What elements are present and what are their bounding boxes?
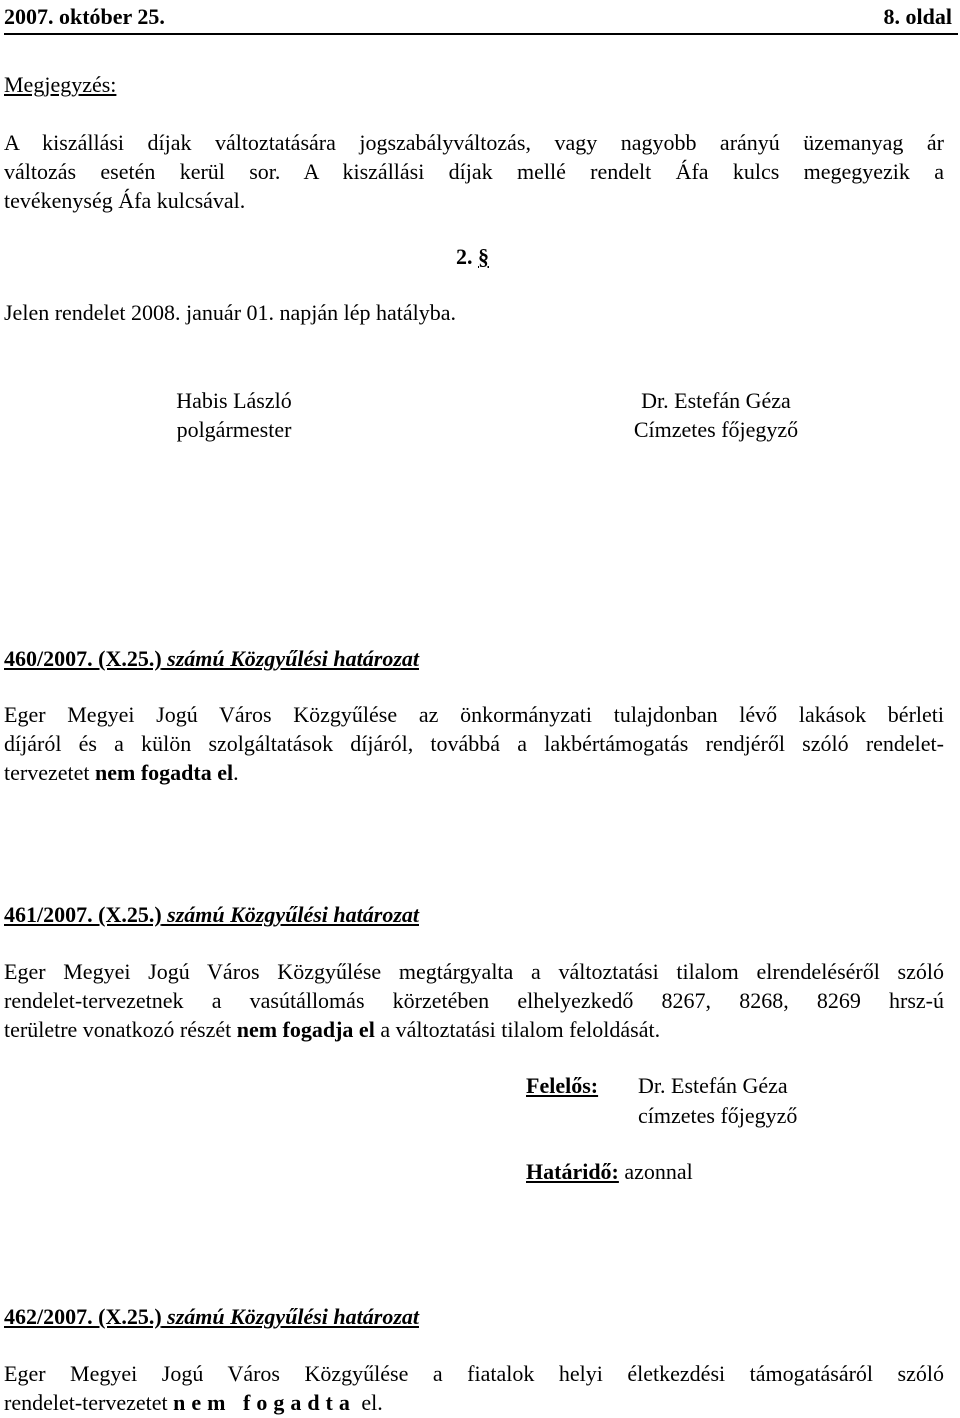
- resolution-460-decision: nem fogadta el: [95, 760, 234, 785]
- deadline-value: azonnal: [618, 1159, 693, 1184]
- signature-left-name: Habis László: [176, 388, 292, 413]
- signature-left-title: polgármester: [176, 417, 292, 442]
- note-title: Megjegyzés:: [4, 72, 117, 97]
- header-rule: [4, 33, 958, 35]
- resolution-461-line-1: Eger Megyei Jogú Város Közgyűlése megtárgyalta a változtatási tilalom elrendeléséről szóló: [4, 959, 944, 984]
- resolution-460-title: [4, 646, 419, 672]
- resolution-460-line-3-post: .: [233, 760, 239, 785]
- resolution-462-number: 462/2007. (X.25.): [4, 1304, 162, 1329]
- note-line-3: tevékenység Áfa kulcsával.: [4, 188, 246, 213]
- resolution-462-body: [4, 1359, 944, 1417]
- resolution-460-line-1: Eger Megyei Jogú Város Közgyűlése az önkormányzati tulajdonban lévő lakások bérleti: [4, 702, 944, 727]
- signature-right-name: Dr. Estefán Géza: [641, 388, 791, 413]
- responsible-label: Felelős:: [526, 1073, 599, 1098]
- resolution-460-body: [4, 700, 944, 787]
- resolution-462-line-2-post: el.: [355, 1390, 383, 1415]
- note-line-2: változás esetén kerül sor. A kiszállási díjak mellé rendelt Áfa kulcs megegyezik a: [4, 159, 944, 184]
- section-number: 2.: [456, 244, 473, 269]
- resolution-460-line-3: [4, 758, 944, 787]
- signature-right: [596, 386, 836, 444]
- resolution-460-title-text: számú Közgyűlési határozat: [161, 646, 419, 671]
- resolution-460-line-2: díjáról és a külön szolgáltatások díjáról, továbbá a lakbértámogatás rendjéről szóló rendelet-: [4, 731, 944, 756]
- responsible-title: címzetes főjegyző: [638, 1103, 798, 1128]
- resolution-461-line-3-pre: területre vonatkozó részét: [4, 1017, 237, 1042]
- resolution-462-line-2: [4, 1388, 944, 1417]
- resolution-461-title-text: számú Közgyűlési határozat: [161, 902, 419, 927]
- resolution-462-line-2-pre: rendelet-tervezetet: [4, 1390, 174, 1415]
- header-date: 2007. október 25.: [4, 4, 165, 29]
- resolution-462-title-text: számú Közgyűlési határozat: [161, 1304, 419, 1329]
- resolution-462-title: [4, 1304, 419, 1330]
- deadline-label: Határidő:: [526, 1159, 619, 1184]
- header-page-number: 8. oldal: [883, 4, 952, 29]
- note-line-1: A kiszállási díjak változtatására jogszabályváltozás, vagy nagyobb arányú üzemanyag ár: [4, 130, 944, 155]
- note-paragraph: [4, 128, 944, 215]
- resolution-461-line-3: [4, 1015, 944, 1044]
- resolution-460-number: 460/2007. (X.25.): [4, 646, 162, 671]
- section-heading: [456, 244, 489, 270]
- resolution-461-line-2: rendelet-tervezetnek a vasútállomás körzetében elhelyezkedő 8267, 8268, 8269 hrsz-ú: [4, 988, 944, 1013]
- resolution-462-line-1: Eger Megyei Jogú Város Közgyűlése a fiatalok helyi életkezdési támogatásáról szóló: [4, 1361, 944, 1386]
- resolution-461-body: [4, 957, 944, 1044]
- resolution-460-line-3-pre: tervezetet: [4, 760, 95, 785]
- resolution-461-decision: nem fogadja el: [236, 1017, 375, 1042]
- signature-left: [134, 386, 334, 444]
- effective-date-text: Jelen rendelet 2008. január 01. napján lép hatályba.: [4, 300, 457, 325]
- resolution-462-decision: nem fogadta: [173, 1390, 356, 1415]
- resolution-461-title: [4, 902, 419, 928]
- section-sign: §: [478, 244, 489, 269]
- responsible-name: Dr. Estefán Géza: [638, 1073, 788, 1098]
- resolution-461-line-3-post: a változtatási tilalom feloldását.: [374, 1017, 661, 1042]
- deadline: [526, 1159, 693, 1185]
- resolution-461-number: 461/2007. (X.25.): [4, 902, 162, 927]
- signature-right-title: Címzetes főjegyző: [633, 417, 799, 442]
